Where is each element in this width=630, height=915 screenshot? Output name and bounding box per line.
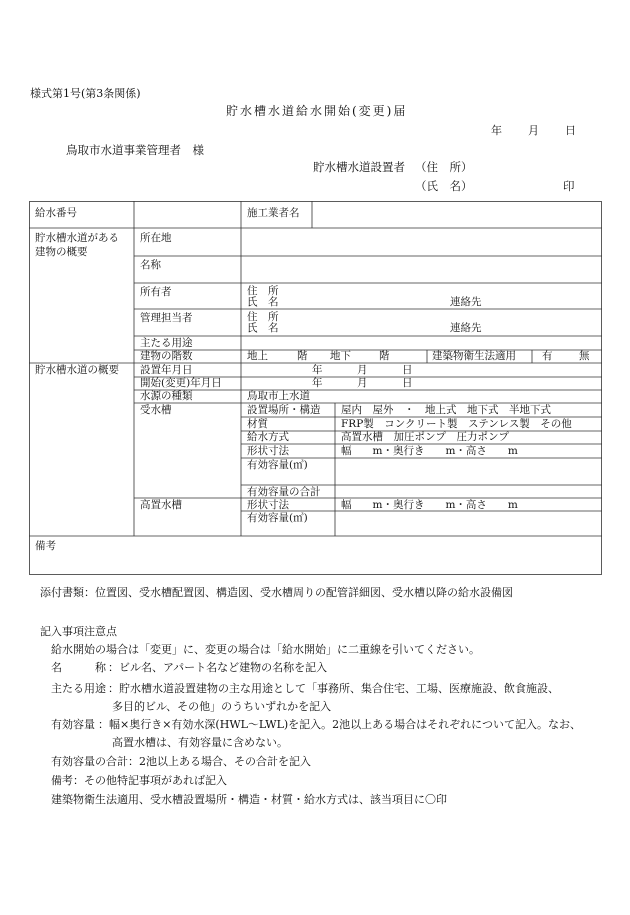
manager-name-field: 氏 名 — [247, 322, 279, 334]
owner-label: 所有者 — [140, 286, 172, 298]
name-label: （氏 名） — [415, 179, 473, 193]
note-4-text: ：幅×奥行き×有効水深(HWL～LWL)を記入。2池以上ある場合はそれぞれについて記入。なお、 — [98, 718, 581, 731]
form-title: 貯水槽水道給水開始(変更)届 — [226, 104, 408, 118]
main-use-label: 主たる用途 — [140, 337, 193, 349]
application-table — [29, 201, 602, 575]
note-3-continuation: 多目的ビル、その他」のうちいずれかを記入 — [112, 700, 332, 713]
notes-heading: 記入事項注意点 — [40, 625, 117, 638]
install-month: 月 — [357, 364, 368, 376]
note-5: 有効容量の合計：2池以上ある場合、その合計を記入 — [51, 755, 311, 768]
note-7: 建築物衛生法適用、受水槽設置場所・構造・材質・給水方式は、該当項目に〇印 — [51, 793, 447, 806]
effective-capacity-label: 有効容量(㎥) — [247, 459, 308, 471]
note-4-label: 有効容量 — [51, 718, 95, 731]
owner-name-field: 氏 名 — [247, 296, 279, 308]
above-floor-unit: 階 — [297, 350, 308, 362]
dimensions-label: 形状寸法 — [247, 445, 289, 457]
owner-address-field: 住 所 — [247, 285, 279, 297]
floors-label: 建物の階数 — [140, 350, 193, 362]
receiving-tank-label: 受水槽 — [140, 404, 172, 416]
below-ground-label: 地下 — [330, 350, 351, 362]
building-overview-label-1: 貯水槽水道がある — [35, 232, 119, 244]
start-month: 月 — [357, 377, 368, 389]
start-change-date-label: 開始(変更)年月日 — [140, 377, 222, 389]
material-options: FRP製 コンクリート製 ステンレス製 その他 — [341, 418, 572, 430]
location-label: 所在地 — [140, 232, 172, 244]
contractor-name-label: 施工業者名 — [247, 207, 300, 219]
elevated-capacity-label: 有効容量(㎥) — [247, 512, 308, 524]
date-year: 年 — [491, 124, 502, 137]
install-location-label: 設置場所・構造 — [247, 404, 321, 416]
supply-number-label: 給水番号 — [35, 207, 77, 219]
applicant-label: 貯水槽水道設置者 — [313, 160, 405, 174]
note-1: 給水開始の場合は「変更」に、変更の場合は「給水開始」に二重線を引いてください。 — [51, 643, 480, 656]
water-source-label: 水源の種類 — [140, 390, 193, 402]
hygiene-no-option: 無 — [579, 350, 590, 362]
start-year: 年 — [312, 377, 323, 389]
start-day: 日 — [402, 377, 413, 389]
manager-address-field: 住 所 — [247, 311, 279, 323]
elevated-tank-label: 高置水槽 — [140, 499, 182, 511]
building-overview-label-2: 建物の概要 — [35, 246, 88, 258]
tank-overview-label: 貯水槽水道の概要 — [35, 364, 119, 376]
owner-contact-label: 連絡先 — [450, 296, 482, 308]
above-ground-label: 地上 — [247, 350, 268, 362]
location-options: 屋内 屋外 ・ 地上式 地下式 半地下式 — [341, 404, 551, 416]
seal-mark: 印 — [563, 179, 575, 193]
capacity-total-label: 有効容量の合計 — [247, 486, 321, 498]
hygiene-yes-option: 有 — [542, 350, 553, 362]
note-3-label: 主たる用途 — [51, 682, 106, 695]
water-source-value: 鳥取市上水道 — [247, 390, 310, 402]
elevated-dimensions-label: 形状寸法 — [247, 499, 289, 511]
form-number: 様式第1号(第3条関係) — [30, 87, 141, 100]
install-date-label: 設置年月日 — [140, 364, 193, 376]
note-3-text: ：貯水槽水道設置建物の主な用途として「事務所、集合住宅、工場、医療施設、飲食施設、 — [108, 682, 559, 695]
date-month: 月 — [528, 124, 539, 137]
note-2-text: ：ビル名、アパート名など建物の名称を記入 — [108, 661, 328, 674]
building-hygiene-label: 建築物衛生法適用 — [432, 350, 516, 362]
below-floor-unit: 階 — [379, 350, 390, 362]
remarks-label: 備考 — [35, 540, 56, 552]
attachments-text: 添付書類：位置図、受水槽配置図、構造図、受水槽周りの配管詳細図、受水槽以降の給水設備図 — [40, 586, 513, 599]
addressee: 鳥取市水道事業管理者 様 — [66, 143, 204, 157]
install-day: 日 — [402, 364, 413, 376]
note-2-label: 名 称 — [51, 661, 106, 674]
note-6: 備考：その他特記事項があれば記入 — [51, 774, 227, 787]
manager-label: 管理担当者 — [140, 312, 193, 324]
supply-method-label: 給水方式 — [247, 431, 289, 443]
note-4-continuation: 高置水槽は、有効容量に含めない。 — [112, 736, 288, 749]
install-year: 年 — [312, 364, 323, 376]
supply-method-options: 高置水槽 加圧ポンプ 圧力ポンプ — [341, 431, 509, 443]
elevated-dimensions-value: 幅 m・奥行き m・高さ m — [341, 499, 518, 511]
material-label: 材質 — [247, 418, 268, 430]
dimensions-value: 幅 m・奥行き m・高さ m — [341, 445, 518, 457]
name-label: 名称 — [140, 259, 161, 271]
address-label: （住 所） — [415, 160, 473, 174]
date-day: 日 — [565, 124, 576, 137]
manager-contact-label: 連絡先 — [450, 322, 482, 334]
